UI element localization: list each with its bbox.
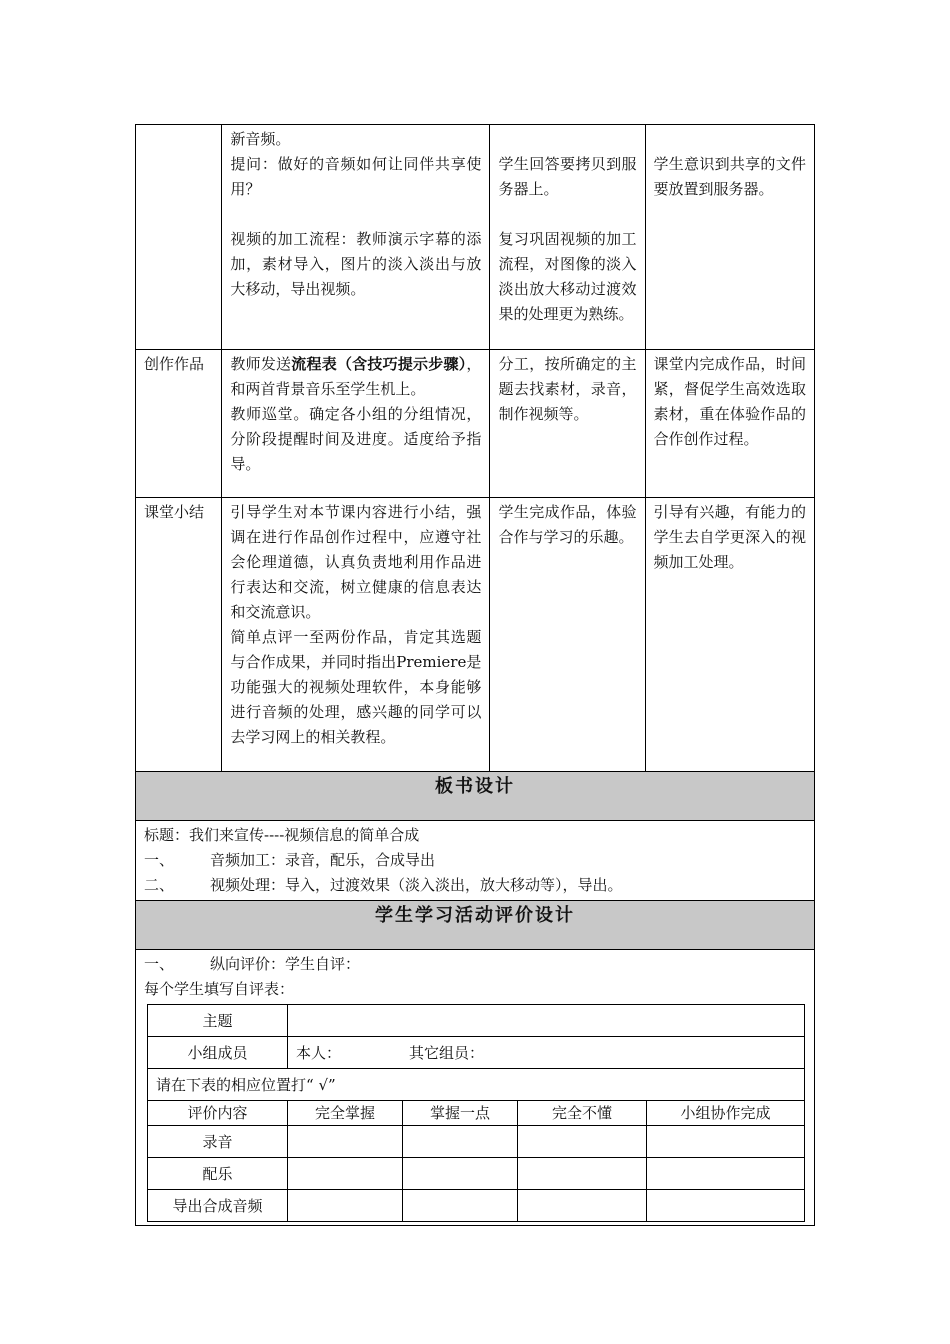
column-header: 掌握一点 xyxy=(403,1101,518,1126)
board-title: 标题：我们来宣传----视频信息的简单合成 xyxy=(144,826,420,844)
column-header: 完全不懂 xyxy=(518,1101,647,1126)
header-row xyxy=(148,1101,805,1126)
teacher-text: 教师巡堂。确定各小组的分组情况，分阶段提醒时间及进度。适度给予指导。 xyxy=(230,405,482,473)
instruction-row xyxy=(148,1069,805,1101)
check-cell[interactable] xyxy=(518,1158,647,1190)
teacher-text: 提问：做好的音频如何让同伴共享使用？ xyxy=(230,155,482,198)
board-content-cell xyxy=(136,821,815,901)
evaluation-content-cell xyxy=(136,950,815,1226)
column-header: 完全掌握 xyxy=(288,1101,403,1126)
members-input-cell[interactable]: 本人： 其它组员： xyxy=(288,1037,805,1069)
criterion-label: 导出合成音频 xyxy=(148,1190,288,1222)
teacher-text: 引导学生对本节课内容进行小结，强调在进行作品创作过程中，应遵守社会伦理道德，认真负责地利用作品进行表达和交流，树立健康的信息表达和交流意识。 xyxy=(230,503,482,621)
members-row xyxy=(148,1037,805,1069)
teacher-text: 视频的加工流程：教师演示字幕的添加，素材导入，图片的淡入淡出与放大移动，导出视频。 xyxy=(230,230,482,298)
table-row xyxy=(136,498,815,772)
column-header: 小组协作完成 xyxy=(647,1101,805,1126)
stage-label-cell: 创作作品 xyxy=(136,350,222,498)
check-cell[interactable] xyxy=(403,1190,518,1222)
student-activity-cell xyxy=(490,125,645,350)
evaluation-content-row xyxy=(136,950,815,1226)
student-text: 学生回答要拷贝到服务器上。 xyxy=(498,155,637,198)
evaluation-intro: 每个学生填写自评表： xyxy=(144,980,295,998)
check-cell[interactable] xyxy=(403,1158,518,1190)
student-text: 复习巩固视频的加工流程，对图像的淡入淡出放大移动过渡效果的处理更为熟练。 xyxy=(498,230,637,323)
column-header: 评价内容 xyxy=(148,1101,288,1126)
topic-input-cell[interactable] xyxy=(288,1005,805,1037)
section-header-row xyxy=(136,772,815,821)
table-row xyxy=(148,1158,805,1190)
table-row xyxy=(136,125,815,350)
design-intent-cell xyxy=(645,125,815,350)
check-cell[interactable] xyxy=(403,1126,518,1158)
board-item: 二、 视频处理：导入，过渡效果（淡入淡出，放大移动等），导出。 xyxy=(144,876,623,894)
evaluation-item: 一、 纵向评价：学生自评： xyxy=(144,955,361,973)
members-label: 小组成员 xyxy=(148,1037,288,1069)
teacher-activity-cell xyxy=(222,125,490,350)
intent-text: 学生意识到共享的文件要放置到服务器。 xyxy=(653,155,806,198)
self-assessment-table xyxy=(147,1004,805,1222)
teacher-text: 新音频。 xyxy=(230,130,291,148)
stage-label-cell xyxy=(136,125,222,350)
criterion-label: 录音 xyxy=(148,1126,288,1158)
check-cell[interactable] xyxy=(647,1126,805,1158)
design-intent-cell: 课堂内完成作品，时间紧，督促学生高效选取素材，重在体验作品的合作创作过程。 xyxy=(645,350,815,498)
check-cell[interactable] xyxy=(288,1158,403,1190)
table-row xyxy=(148,1190,805,1222)
table-row xyxy=(136,350,815,498)
design-intent-cell: 引导有兴趣，有能力的学生去自学更深入的视频加工处理。 xyxy=(645,498,815,772)
lesson-plan-page xyxy=(135,124,815,1226)
student-activity-cell: 分工，按所确定的主题去找素材，录音，制作视频等。 xyxy=(490,350,645,498)
teacher-text: 简单点评一至两份作品，肯定其选题与合作成果，并同时指出Premiere是功能强大的视频处理软件，本身能够进行音频的处理，感兴趣的同学可以去学习网上的相关教程。 xyxy=(230,628,482,746)
topic-label: 主题 xyxy=(148,1005,288,1037)
check-cell[interactable] xyxy=(647,1190,805,1222)
board-design-heading: 板书设计 xyxy=(136,772,815,821)
teacher-activity-cell xyxy=(222,350,490,498)
board-content-row xyxy=(136,821,815,901)
table-row xyxy=(148,1126,805,1158)
check-cell[interactable] xyxy=(647,1158,805,1190)
check-cell[interactable] xyxy=(288,1126,403,1158)
stage-label-cell: 课堂小结 xyxy=(136,498,222,772)
teacher-activity-cell xyxy=(222,498,490,772)
topic-row xyxy=(148,1005,805,1037)
board-item: 一、 音频加工：录音，配乐，合成导出 xyxy=(144,851,436,869)
section-header-row xyxy=(136,901,815,950)
check-cell[interactable] xyxy=(518,1126,647,1158)
lesson-plan-table xyxy=(135,124,815,1226)
flow-sheet-emphasis: 流程表（含技巧提示步骤） xyxy=(291,355,467,373)
instruction-text: 请在下表的相应位置打“ √” xyxy=(148,1069,805,1101)
criterion-label: 配乐 xyxy=(148,1158,288,1190)
student-activity-cell: 学生完成作品，体验合作与学习的乐趣。 xyxy=(490,498,645,772)
evaluation-heading: 学生学习活动评价设计 xyxy=(136,901,815,950)
teacher-text: 教师发送流程表（含技巧提示步骤），和两首背景音乐至学生机上。 xyxy=(230,355,482,398)
check-cell[interactable] xyxy=(518,1190,647,1222)
check-cell[interactable] xyxy=(288,1190,403,1222)
